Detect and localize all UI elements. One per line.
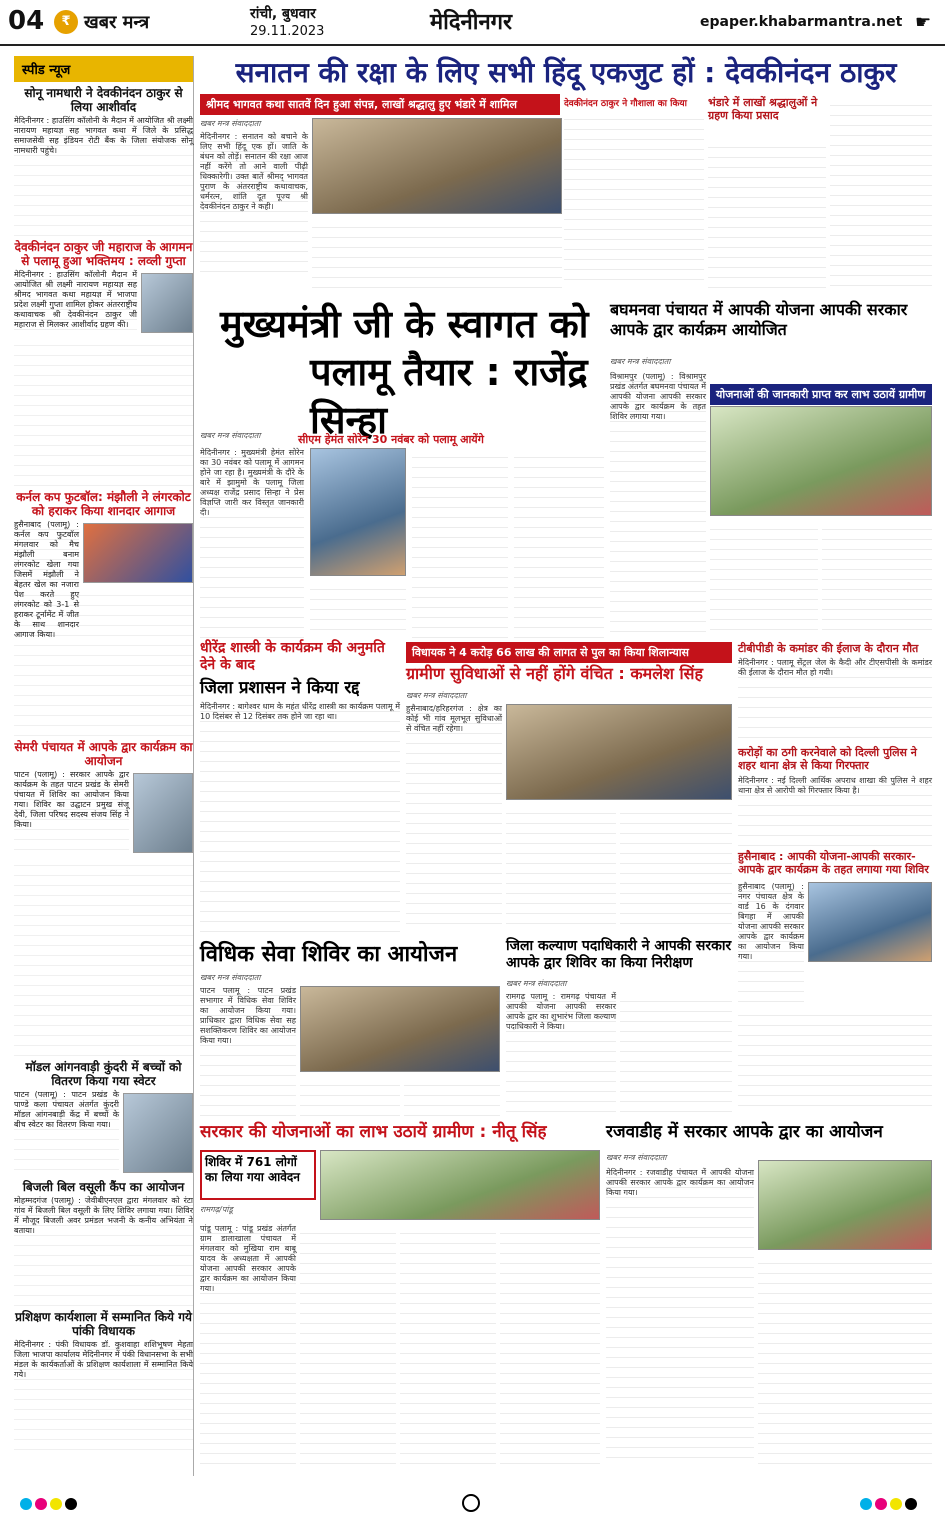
legal-camp-photo — [300, 986, 500, 1072]
top-story-headline: सनातन की रक्षा के लिए सभी हिंदू एकजुट हों : देवकीनंदन ठाकुर — [235, 56, 897, 89]
top-story-body-cont — [312, 218, 562, 288]
football-team-photo — [83, 523, 193, 583]
lead-body: मेदिनीनगर : मुख्यमंत्री हेमंत सोरेन का 30 नवंबर को पलामू में आगमन होने जा रहा है। मुख्यमंत्री के दौरे के बारे में झामुमो के पलामू जिला अध्यक्ष राजेंद्र प्रसाद सिन्हा ने प्रेस विज्ञप्ति जारी कर विस्तृत जानकारी दी। — [200, 448, 304, 638]
speed-news-label: स्पीड न्यूज — [14, 56, 193, 82]
black-dot — [65, 1498, 77, 1510]
top-story-col3 — [564, 110, 704, 288]
brief-headline: देवकीनंदन ठाकुर जी महाराज के आगमन से पलामू हुआ भक्तिमय : लव्ली गुप्ता — [14, 240, 193, 268]
dhirendra-body: मेदिनीनगर : बागेश्वर धाम के महंत धीरेंद्र शास्त्री का कार्यक्रम पलामू में 10 दिसंबर से 12 दिसंबर तक होने जा रहा था। — [200, 702, 400, 932]
photo — [141, 273, 193, 333]
brief-item — [14, 1310, 193, 1450]
baghmanwa-sub: योजनाओं की जानकारी प्राप्त कर लाभ उठायें ग्रामीण — [710, 384, 932, 405]
bridge-crowd-photo — [506, 704, 732, 800]
byline: खबर मन्त्र संवाददाता — [406, 691, 467, 700]
page-number: 04 — [8, 6, 45, 36]
bhandara-headline: भंडारे में लाखों श्रद्धालुओं ने ग्रहण किया प्रसाद — [708, 96, 818, 122]
byline: खबर मन्त्र संवाददाता — [200, 119, 261, 128]
baghmanwa-body: विश्रामपुर (पलामू) : विश्रामपुर प्रखंड अंतर्गत बघमनवा पंचायत में आपकी योजना आपकी सरकार आपके द्वार कार्यक्रम के तहत शिविर लगाया गया। — [610, 372, 706, 634]
camp761-col3 — [400, 1224, 496, 1464]
camp-photo — [710, 406, 932, 516]
baghmanwa-col3 — [822, 520, 932, 636]
legal-col3 — [404, 1076, 500, 1116]
bridge-col3 — [620, 804, 732, 932]
byline: रामगढ़/पांडू — [200, 1205, 233, 1214]
brief-text: पाटन (पलामू) : पाटन प्रखंड के पाण्डे कला पंचायत अंतर्गत कुंदरी मॉडल आंगनबाड़ी केंद्र में बच्चों के बीच स्वेटर का वितरण किया गया। — [14, 1090, 119, 1170]
tb-body: मेदिनीनगर : पलामू सेंट्रल जेल के कैदी और टीएसपीसी के कमांडर की ईलाज के दौरान मौत हो गयी। — [738, 658, 932, 742]
black-dot — [905, 1498, 917, 1510]
camp761-body: पांडू पलामू : पांडू प्रखंड अंतर्गत ग्राम डालाखाला पंचायत में मंगलवार को मुखिया राम बाबू यादव के अध्यक्षता में आपकी योजना आपकी सरकार आपके द्वार कार्यक्रम का आयोजन किया गया। — [200, 1224, 296, 1464]
bridge-col2 — [506, 804, 616, 932]
color-registration-dots-right — [860, 1498, 917, 1510]
brief-item — [14, 240, 193, 486]
brief-headline: बिजली बिल वसूली कैंप का आयोजन — [22, 1180, 185, 1194]
top-story-band: श्रीमद भागवत कथा सातवें दिन हुआ संपन्न, लाखों श्रद्धालु हुए भंडारे में शामिल — [200, 94, 560, 115]
baghmanwa-col2 — [710, 520, 818, 636]
welfare-headline: जिला कल्याण पदाधिकारी ने आपकी सरकार आपके द्वार शिविर का किया निरीक्षण — [506, 938, 732, 971]
byline: खबर मन्त्र संवाददाता — [610, 357, 671, 366]
welfare-body: रामगढ़ पलामू : रामगढ़ पंचायत में आपकी योजना आपकी सरकार आपके द्वार का शुभारंभ जिला कल्याण पदाधिकारी ने किया। — [506, 992, 616, 1116]
photo — [133, 773, 193, 853]
hussainabad-photo — [808, 882, 932, 962]
edition-city-day: रांची, बुधवार — [250, 6, 316, 22]
brief-item — [14, 1180, 193, 1306]
brief-headline: कर्नल कप फुटबॉल: मंझौली ने लंगरकोट को हराकर किया शानदार आगाज — [16, 490, 191, 518]
left-column — [14, 56, 194, 1476]
camp761-col2 — [300, 1224, 396, 1464]
brief-headline: सोनू नामधारी ने देवकीनंदन ठाकुर से लिया आशीर्वाद — [24, 86, 183, 114]
hussainabad-body: हुसैनाबाद (पलामू) : नगर पंचायत क्षेत्र के वार्ड 16 के दंगवार बिगहा में आपकी योजना आपकी सरकार आपके द्वार कार्यक्रम का आयोजन किया गया। — [738, 882, 804, 1002]
rajwadih-body: मेदिनीनगर : रजवाडीह पंचायत में आपकी योजना आपकी सरकार आपके द्वार कार्यक्रम का आयोजन किया गया। — [606, 1168, 754, 1464]
fraud-body: मेदिनीनगर : नई दिल्ली आर्थिक अपराध शाखा की पुलिस ने शहर थाना क्षेत्र से आरोपी को गिरफ्तार किया है। — [738, 776, 932, 846]
cyan-dot — [860, 1498, 872, 1510]
camp761-photo — [320, 1150, 600, 1220]
welfare-col2 — [620, 992, 732, 1116]
rajwadih-col2 — [758, 1254, 932, 1464]
camp761-headline: शिविर में 761 लोगों का लिया गया आवेदन — [205, 1155, 300, 1184]
brief-text: मेदिनीनगर : हाउसिंग कॉलोनी के मैदान में आयोजित श्री लक्ष्मी नारायण महायज्ञ सह भागवत कथा में जिले के प्रसिद्ध समाजसेवी सह इंडियन रोटी बैंक के जिला संयोजक सोनू नामधारी पहुंचे। — [14, 116, 193, 236]
rajendra-sinha-photo — [310, 448, 406, 576]
photo — [123, 1093, 193, 1173]
brief-item — [14, 740, 193, 1056]
brief-text: मोहम्मदगंज (पलामू) : जेवीबीएनएल द्वारा मंगलवार को रंटा गांव में बिजली बिल वसूली के लिए शिविर लगाया गया। शिविर में मौजूद बिजली अवर प्रमंडल भजनी के कनीय अभियंता ने बताया। — [14, 1196, 193, 1306]
hussainabad-headline: हुसैनाबाद : आपकी योजना-आपकी सरकार- आपके द्वार कार्यक्रम के तहत लगाया गया शिविर — [738, 850, 929, 876]
edition-date: 29.11.2023 — [250, 24, 325, 39]
brief-item — [14, 1060, 193, 1176]
pointer-hand-icon: ☛ — [915, 12, 932, 33]
legal-headline: विधिक सेवा शिविर का आयोजन — [200, 942, 458, 967]
byline: खबर मन्त्र संवाददाता — [200, 973, 261, 982]
cyan-dot — [20, 1498, 32, 1510]
camp761-col4 — [500, 1224, 600, 1464]
lead-body-cont — [310, 580, 406, 638]
neetu-headline: सरकार की योजनाओं का लाभ उठायें ग्रामीण : नीतू सिंह — [200, 1122, 547, 1142]
byline: खबर मन्त्र संवाददाता — [606, 1153, 667, 1162]
legal-body: पाटन पलामू : पाटन प्रखंड सभागार में विधिक सेवा शिविर का आयोजन किया गया। प्राधिकार द्वारा विधिक सेवा सह सशक्तिकरण शिविर का आयोजन किया गया। — [200, 986, 296, 1116]
magenta-dot — [875, 1498, 887, 1510]
brief-item — [14, 490, 193, 736]
lead-body-col4 — [514, 448, 604, 638]
color-registration-dots-left — [20, 1498, 77, 1510]
dhirendra-headline2: जिला प्रशासन ने किया रद्द — [200, 678, 360, 698]
lead-body-col3 — [412, 448, 508, 638]
rajwadih-headline: रजवाडीह में सरकार आपके द्वार का आयोजन — [606, 1122, 883, 1142]
brand-name: खबर मन्त्र — [84, 12, 150, 33]
tb-headline: टीबीपीडी के कमांडर की ईलाज के दौरान मौत — [738, 642, 919, 655]
brief-text: हुसैनाबाद (पलामू) : कर्नल कप फुटबॉल मंगलवार को मैच मंझौली बनाम लंगरकोट खेला गया जिसमें मंझौली ने बेहतर खेल का नजारा पेश करते हुए लंगरकोट को 3-1 से हराकर टूर्नामेंट में जीत के साथ शानदार आगाज किया। — [14, 520, 79, 639]
brief-headline: प्रशिक्षण कार्यशाला में सम्मानित किये गये पांकी विधायक — [15, 1310, 192, 1338]
fraud-headline: करोड़ों का ठगी करनेवाले को दिल्ली पुलिस ने शहर थाना क्षेत्र से किया गिरफ्तार — [738, 746, 917, 772]
bridge-band: विधायक ने 4 करोड़ 66 लाख की लागत से पुल का किया शिलान्यास — [406, 642, 732, 663]
epaper-link[interactable]: epaper.khabarmantra.net — [700, 14, 903, 30]
kathavachak-photo — [312, 118, 562, 214]
brief-text-cont — [14, 856, 193, 1056]
brief-item — [14, 86, 193, 236]
registration-mark-icon — [462, 1494, 480, 1512]
bridge-headline: ग्रामीण सुविधाओं से नहीं होंगे वंचित : कमलेश सिंह — [406, 664, 703, 683]
top-story-col5 — [830, 96, 932, 288]
magenta-dot — [35, 1498, 47, 1510]
yellow-dot — [50, 1498, 62, 1510]
yellow-dot — [890, 1498, 902, 1510]
brief-text: मेदिनीनगर : पंकी विधायक डॉ. कुशवाहा शशिभूषण मेहता जिला भाजपा कार्यालय मेदिनीनगर में पंकी विधानसभा के सभी मंडल के कार्यकर्ताओं के प्रशिक्षण कार्यशाला में सम्मानित किये गये। — [14, 1340, 193, 1450]
baghmanwa-headline: बघमनवा पंचायत में आपकी योजना आपकी सरकार आपके द्वार कार्यक्रम आयोजित — [610, 300, 908, 339]
byline: खबर मन्त्र संवाददाता — [200, 431, 261, 440]
hussainabad-body-cont — [738, 1006, 932, 1110]
bhandara-body — [708, 138, 826, 288]
brief-text-cont — [14, 336, 193, 486]
lead-headline-line1: मुख्यमंत्री जी के स्वागत को — [220, 302, 589, 346]
section-title: मेदिनीनगर — [430, 10, 513, 35]
lead-sub-headline: सीएम हेमंत सोरेन 30 नवंबर को पलामू आयेंगे — [298, 433, 484, 446]
main-area — [200, 56, 932, 1476]
brief-headline: सेमरी पंचायत में आपके द्वार कार्यक्रम का आयोजन — [14, 740, 193, 768]
top-story-body: मेदिनीनगर : सनातन को बचाने के लिए सभी हिंदू एक हों। जाति के बंधन को तोड़ें। सनातन की रक्षा आज नहीं करेंगे तो आने वाली पीढ़ी धिक्कारेगी। उक्त बातें श्रीमद् भागवत पुराण के अंतरराष्ट्रीय कथावाचक, धर्मरत्न, शांति दूत पूज्य श्री देवकीनंदन ठाकुर ने कही। — [200, 132, 308, 272]
lead-headline-line2: पलामू तैयार : राजेंद्र सिन्हा — [310, 350, 588, 442]
masthead — [0, 0, 945, 46]
brief-text: मेदिनीनगर : हाउसिंग कॉलोनी मैदान में आयोजित श्री लक्ष्मी नारायण महायज्ञ सह श्रीमद भागवत कथा महायज्ञ में भाजपा प्रदेश लक्ष्मी गुप्ता शामिल होकर अंतरराष्ट्रीय कथावाचक श्री देवकीनंदन ठाकुर जी महाराज से मिलकर आशीर्वाद ग्रहण की। — [14, 270, 137, 329]
brief-text: पाटन (पलामू) : सरकार आपके द्वार कार्यक्रम के तहत पाटन प्रखंड के सेमरी पंचायत में शिविर का आयोजन किया गया। शिविर का उद्घाटन प्रमुख संजू देवी, जिला परिषद सदस्य संजय सिंह ने किया। — [14, 770, 129, 850]
dhirendra-headline: धीरेंद्र शास्त्री के कार्यक्रम की अनुमति देने के बाद — [200, 640, 385, 673]
brand-logo-icon: ₹ — [54, 10, 78, 34]
top-story-sidehead: देवकीनंदन ठाकुर ने गौशाला का किया — [564, 99, 687, 109]
camp761-headline-box — [200, 1150, 316, 1200]
bridge-body: हुसैनाबाद/हरिहरगंज : क्षेत्र का कोई भी गांव मूलभूत सुविधाओं से वंचित नहीं रहेगा। — [406, 704, 502, 932]
rajwadih-photo — [758, 1160, 932, 1250]
legal-col2 — [300, 1076, 400, 1116]
byline: खबर मन्त्र संवाददाता — [506, 979, 567, 988]
brief-headline: मॉडल आंगनवाड़ी कुंदरी में बच्चों को वितरण किया गया स्वेटर — [25, 1060, 182, 1088]
